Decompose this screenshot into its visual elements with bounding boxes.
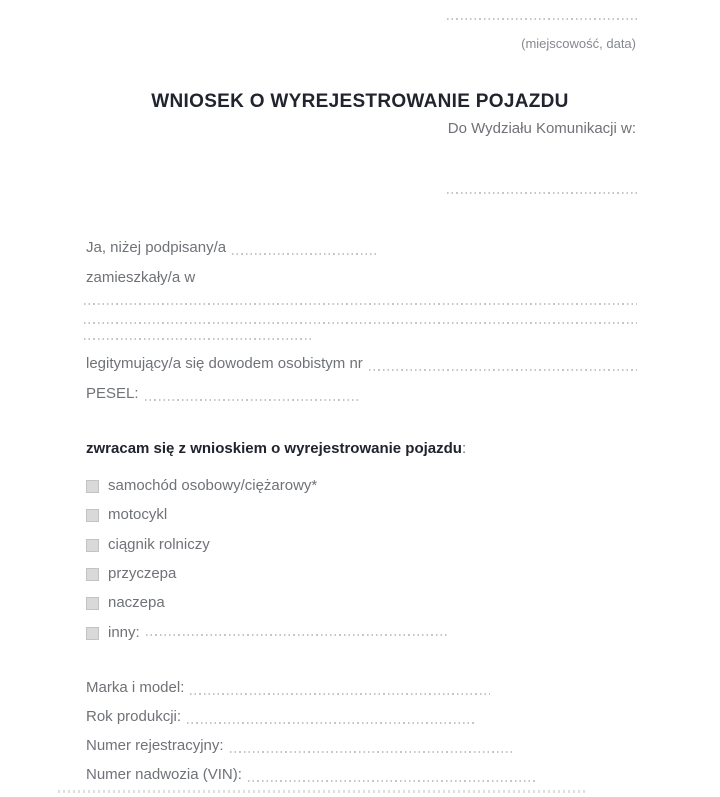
cutoff-fill-line <box>58 790 586 793</box>
option-label: naczepa <box>108 594 165 611</box>
field-fill-line <box>248 780 536 782</box>
field-row-rejestracyjny <box>86 737 512 755</box>
field-label: Rok produkcji: <box>86 708 182 725</box>
option-row-przyczepa <box>86 565 176 583</box>
checkbox[interactable] <box>86 597 99 610</box>
checkbox[interactable] <box>86 539 99 552</box>
residence-row <box>86 269 195 287</box>
applicant-intro-row <box>86 239 378 257</box>
field-row-rok <box>86 708 475 726</box>
id-document-label: legitymujący/a się dowodem osobistym nr <box>86 355 363 372</box>
option-label: samochód osobowy/ciężarowy* <box>108 477 318 494</box>
page-title: WNIOSEK O WYREJESTROWANIE POJAZDU <box>151 91 569 112</box>
option-label: inny: <box>108 624 140 641</box>
address-fill-line-3 <box>84 338 312 340</box>
option-label: ciągnik rolniczy <box>108 536 210 553</box>
field-fill-line <box>187 722 475 724</box>
field-row-marka <box>86 679 490 697</box>
addressee-fill-line <box>447 192 637 194</box>
checkbox[interactable] <box>86 509 99 522</box>
place-date-caption: (miejscowość, data) <box>521 36 636 51</box>
checkbox[interactable] <box>86 568 99 581</box>
checkbox[interactable] <box>86 480 99 493</box>
field-label: Numer rejestracyjny: <box>86 737 224 754</box>
option-row-inny <box>86 624 449 642</box>
option-label: motocykl <box>108 506 168 523</box>
option-row-motocykl <box>86 506 167 524</box>
address-fill-line-1 <box>84 303 637 305</box>
residence-label: zamieszkały/a w <box>86 269 196 286</box>
checkbox[interactable] <box>86 627 99 640</box>
addressee-label: Do Wydziału Komunikacji w: <box>447 120 636 137</box>
field-label: Marka i model: <box>86 679 185 696</box>
field-fill-line <box>230 751 512 753</box>
field-fill-line <box>190 693 490 695</box>
field-label: Numer nadwozia (VIN): <box>86 766 242 783</box>
option-row-naczepa <box>86 594 165 612</box>
request-heading-text: zwracam się z wnioskiem o wyrejestrowanie pojazdu <box>86 440 462 457</box>
applicant-intro-label: Ja, niżej podpisany/a <box>86 239 227 256</box>
pesel-fill-line <box>145 399 361 401</box>
other-type-fill-line <box>146 634 449 636</box>
applicant-name-fill-line <box>232 253 378 255</box>
field-row-vin <box>86 766 536 784</box>
request-heading-colon: : <box>461 440 467 457</box>
place-date-fill-line <box>447 18 637 20</box>
option-row-samochod <box>86 477 317 495</box>
id-document-row <box>86 355 637 373</box>
request-heading <box>86 440 466 457</box>
address-fill-line-2 <box>84 322 637 324</box>
id-number-fill-line <box>369 369 637 371</box>
pesel-row <box>86 385 361 403</box>
option-label: przyczepa <box>108 565 177 582</box>
option-row-ciagnik <box>86 536 210 554</box>
pesel-label: PESEL: <box>86 385 139 402</box>
